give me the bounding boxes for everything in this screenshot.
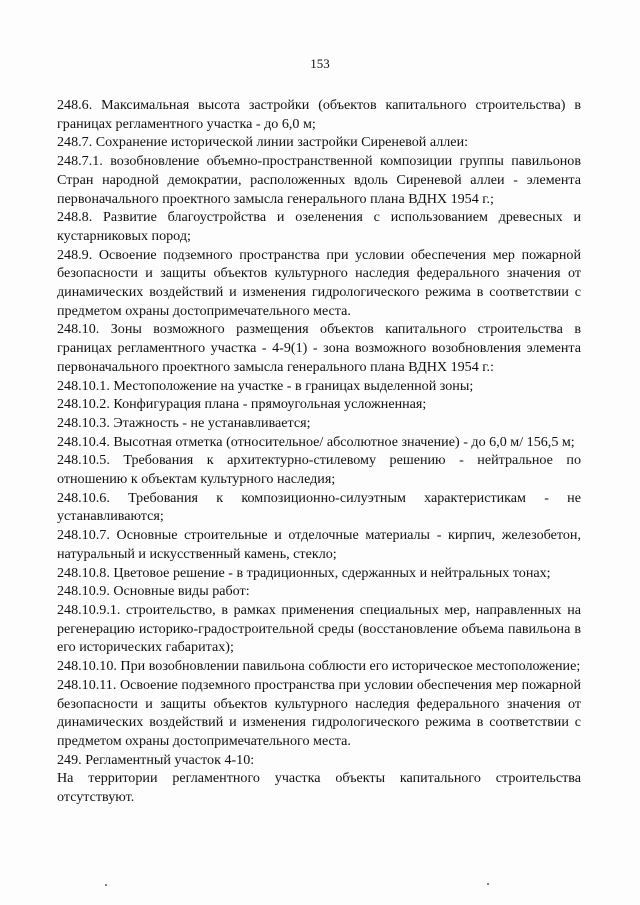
paragraph-248-7: 248.7. Сохранение исторической линии застройки Сиреневой аллеи: [57,134,469,151]
document-body [57,96,581,807]
paragraph-248-10-4: 248.10.4. Высотная отметка (относительное/ абсолютное значение) - до 6,0 м/ 156,5 м; [57,433,575,450]
paragraph-248-10-9: 248.10.9. Основные виды работ: [57,583,250,600]
paragraph-248-10-5: 248.10.5. Требования к архитектурно-стилевому решению - нейтральное по отношению к объектам культурного наследия; [57,452,581,488]
paragraph-248-10-9-1: 248.10.9.1. строительство, в рамках применения специальных мер, направленных на регенерацию историко-градостроительной среды (восстановление объема павильона в его исторических габаритах); [57,601,581,656]
paragraph-248-10-3: 248.10.3. Этажность - не устанавливается; [57,414,311,431]
scan-speck [487,883,489,885]
paragraph-248-9: 248.9. Освоение подземного пространства при условии обеспечения мер пожарной безопасности и защиты объектов культурного наследия федерального значения от динамических воздействий и изменения гидрологического режима в соответствии с предметом охраны достопримечательного места. [57,246,581,319]
paragraph-248-10-1: 248.10.1. Местоположение на участке - в границах выделенной зоны; [57,377,474,394]
paragraph-248-7-1: 248.7.1. возобновление объемно-пространственной композиции группы павильонов Стран народной демократии, расположенных вдоль Сиреневой аллеи - элемента первоначального проектного замысла генерального плана ВДНХ 1954 г.; [57,153,581,207]
scan-speck [105,884,107,886]
paragraph-248-10-6: 248.10.6. Требования к композиционно-силуэтным характеристикам - не устанавливаются; [57,489,581,525]
paragraph-248-10: 248.10. Зоны возможного размещения объектов капитального строительства в границах регламентного участка - 4-9(1) - зона возможного возобновления элемента первоначального проектного замысла генерального плана ВДНХ 1954 г.: [57,321,581,375]
paragraph-248-10-7: 248.10.7. Основные строительные и отделочные материалы - кирпич, железобетон, натуральный и искусственный камень, стекло; [57,527,581,562]
paragraph-248-10-2: 248.10.2. Конфигурация плана - прямоугольная усложненная; [57,396,427,413]
paragraph-249-note: На территории регламентного участка объекты капитального строительства отсутствуют. [57,770,581,806]
paragraph-248-8: 248.8. Развитие благоустройства и озеленения с использованием древесных и кустарниковых пород; [57,209,581,244]
paragraph-248-10-8: 248.10.8. Цветовое решение - в традиционных, сдержанных и нейтральных тонах; [57,564,551,581]
page-number: 153 [310,56,330,71]
paragraph-248-6: 248.6. Максимальная высота застройки (объектов капитального строительства) в границах регламентного участка - до 6,0 м; [57,97,581,132]
paragraph-249: 249. Регламентный участок 4-10: [57,751,255,768]
paragraph-248-10-10: 248.10.10. При возобновлении павильона соблюсти его историческое местоположение; [57,658,581,675]
paragraph-248-10-11: 248.10.11. Освоение подземного пространства при условии обеспечения мер пожарной безопасности и защиты объектов культурного наследия федерального значения от динамических воздействий и изменения гидрологического режима в соответствии с предметом охраны достопримечательного места. [57,676,581,749]
